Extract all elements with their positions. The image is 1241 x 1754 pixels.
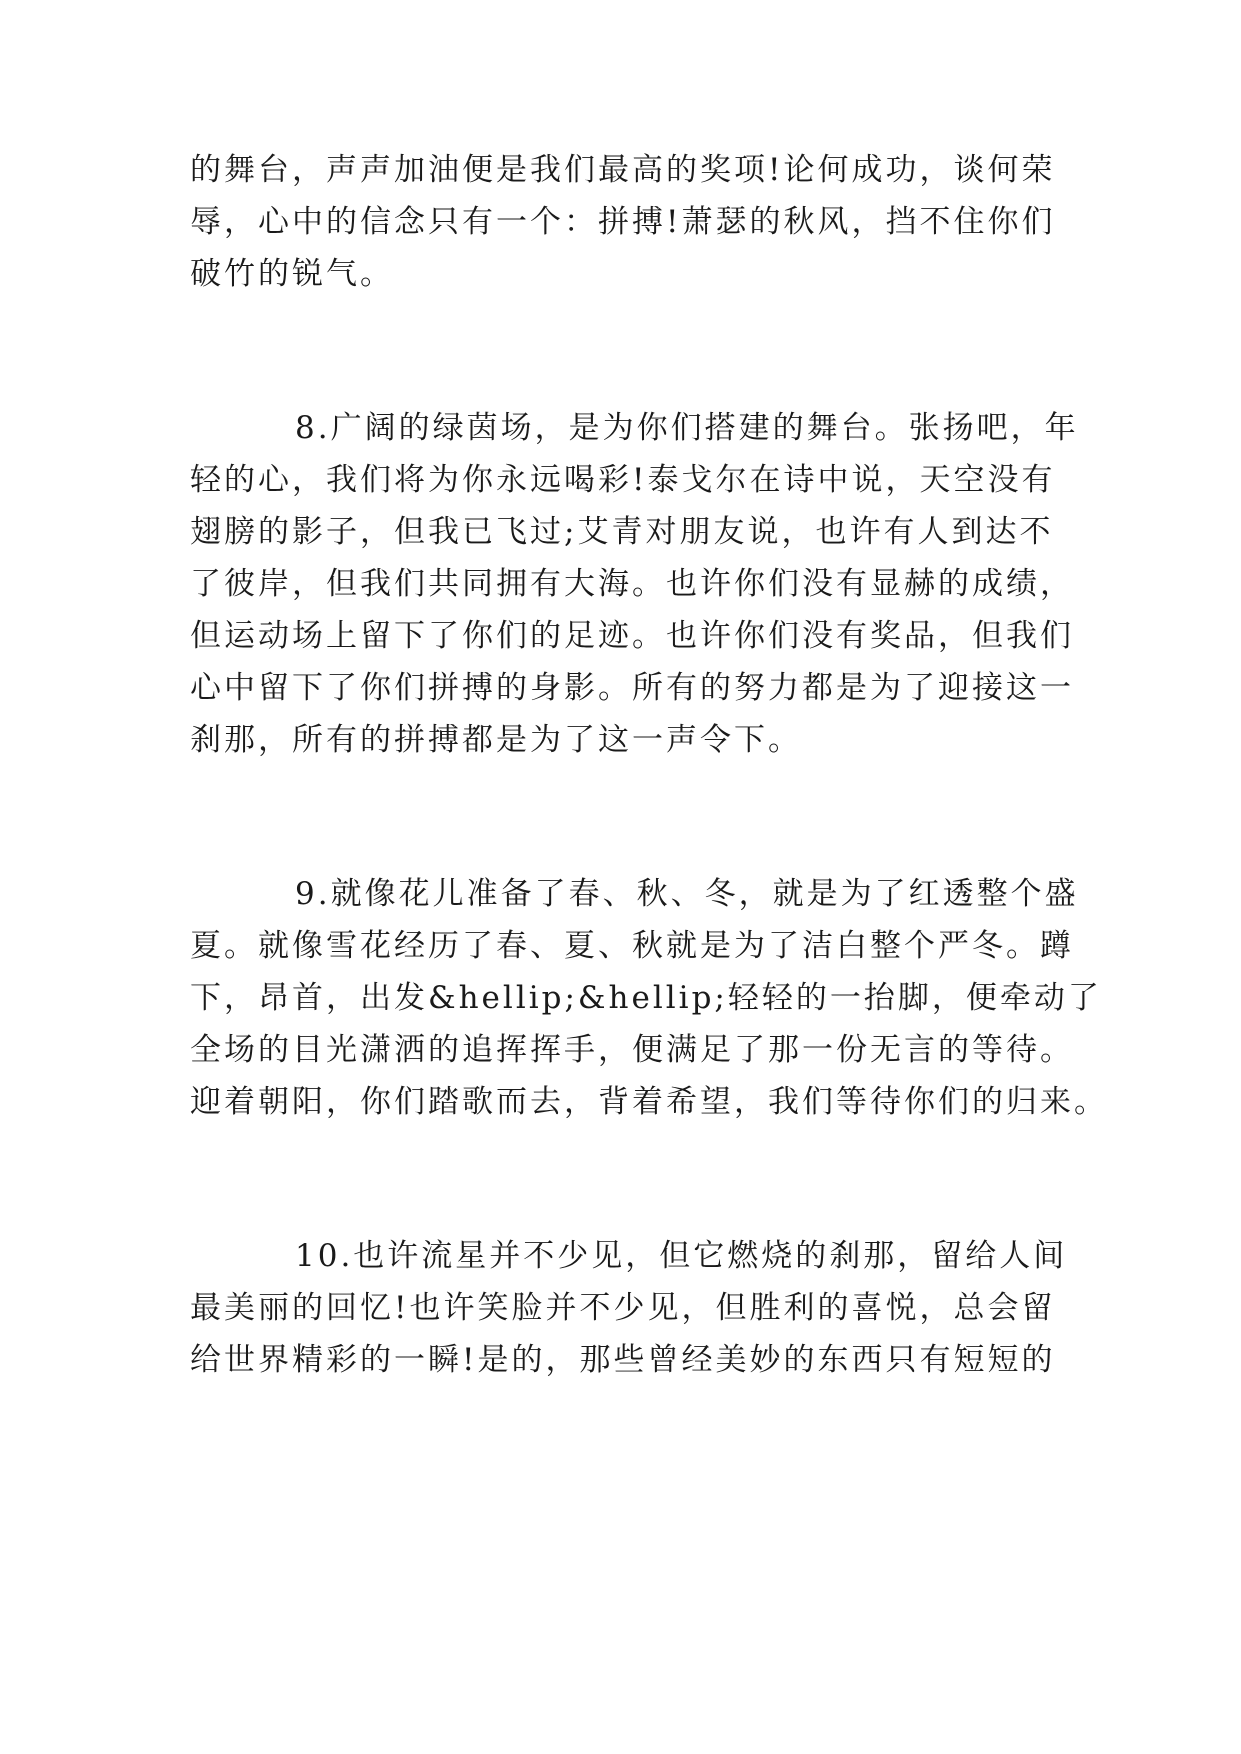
text-line: 的舞台，声声加油便是我们最高的奖项!论何成功，谈何荣 xyxy=(190,152,1056,188)
text-line: 轻的心，我们将为你永远喝彩!泰戈尔在诗中说，天空没有 xyxy=(190,462,1056,498)
text-line: 迎着朝阳，你们踏歌而去，背着希望，我们等待你们的归来。 xyxy=(190,1084,1108,1120)
text-line: 翅膀的影子，但我已飞过;艾青对朋友说，也许有人到达不 xyxy=(190,514,1054,550)
text-line: 但运动场上留下了你们的足迹。也许你们没有奖品，但我们 xyxy=(190,618,1074,654)
text-line: 最美丽的回忆!也许笑脸并不少见，但胜利的喜悦，总会留 xyxy=(190,1290,1056,1326)
text-line: 了彼岸，但我们共同拥有大海。也许你们没有显赫的成绩， xyxy=(190,566,1074,602)
text-line: 辱，心中的信念只有一个：拼搏!萧瑟的秋风，挡不住你们 xyxy=(190,204,1056,240)
text-line: 心中留下了你们拼搏的身影。所有的努力都是为了迎接这一 xyxy=(190,670,1074,706)
text-line: 10.也许流星并不少见，但它燃烧的刹那，留给人间 xyxy=(295,1238,1068,1274)
text-line: 刹那，所有的拼搏都是为了这一声令下。 xyxy=(190,722,802,758)
text-line: 夏。就像雪花经历了春、夏、秋就是为了洁白整个严冬。蹲 xyxy=(190,928,1074,964)
text-line: 下，昂首，出发&hellip;&hellip;轻轻的一抬脚，便牵动了 xyxy=(190,980,1102,1016)
text-line: 8.广阔的绿茵场，是为你们搭建的舞台。张扬吧，年 xyxy=(295,410,1079,446)
text-line: 破竹的锐气。 xyxy=(190,256,394,292)
text-line: 给世界精彩的一瞬!是的，那些曾经美妙的东西只有短短的 xyxy=(190,1342,1056,1378)
text-line: 9.就像花儿准备了春、秋、冬，就是为了红透整个盛 xyxy=(295,876,1079,912)
text-line: 全场的目光潇洒的追挥挥手，便满足了那一份无言的等待。 xyxy=(190,1032,1074,1068)
